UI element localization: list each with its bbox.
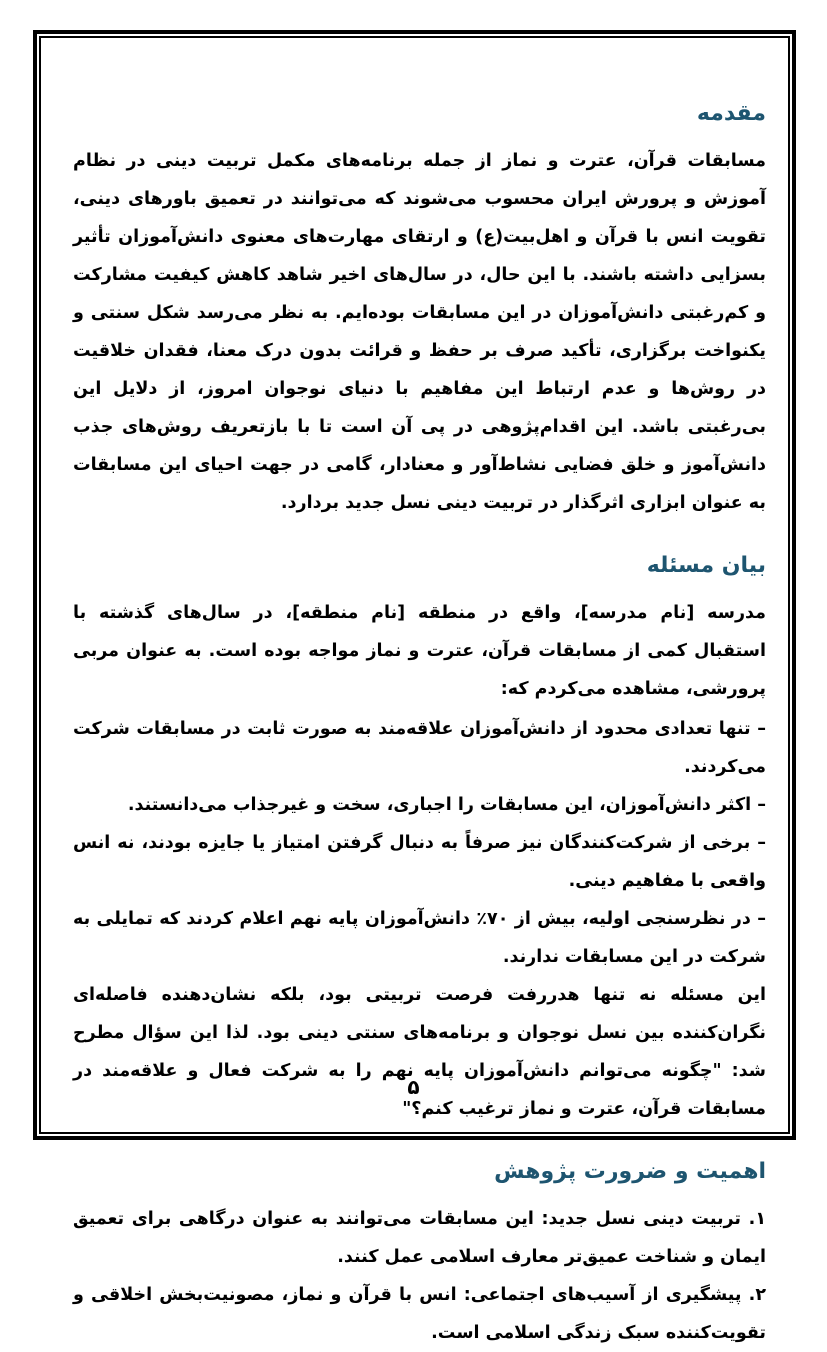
problem-conclusion-paragraph: این مسئله نه تنها هدررفت فرصت تربیتی بود، بلکه نشان‌دهنده فاصله‌ای نگران‌کننده بین نسل نوجوان و برنامه‌های سنتی دینی بود. لذا این سؤال مطرح شد: "چگونه می‌توانم دانش‌آموزان پایه نهم را به شرکت فعال و علاقه‌مند در مسابقات قرآن، عترت و نماز ترغیب کنم؟" — [73, 985, 766, 1119]
importance-numbered-item: ۲. پیشگیری از آسیب‌های اجتماعی: انس با قرآن و نماز، مصونیت‌بخش اخلاقی و تقویت‌کننده سبک زندگی اسلامی است. — [73, 1285, 766, 1343]
problem-intro-paragraph: مدرسه [نام مدرسه]، واقع در منطقه [نام منطقه]، در سال‌های گذشته با استقبال کمی از مسابقات قرآن، عترت و نماز مواجه بوده است. به عنوان مربی پرورشی، مشاهده می‌کردم که: — [73, 603, 766, 699]
page-content — [43, 40, 786, 1343]
problem-bullet-item: – اکثر دانش‌آموزان، این مسابقات را اجباری، سخت و غیرجذاب می‌دانستند. — [127, 795, 766, 815]
introduction-paragraph: مسابقات قرآن، عترت و نماز از جمله برنامه‌های مکمل تربیت دینی در نظام آموزش و پرورش ایران محسوب می‌شوند که می‌توانند در تعمیق باورهای دینی، تقویت انس با قرآن و اهل‌بیت(ع) و ارتقای مهارت‌های معنوی دانش‌آموزان تأثیر بسزایی داشته باشند. با این حال، در سال‌های اخیر شاهد کاهش کیفیت مشارکت و کم‌رغبتی دانش‌آموزان در این مسابقات بوده‌ایم. به نظر می‌رسد شکل سنتی و یکنواخت برگزاری، تأکید صرف بر حفظ و قرائت بدون درک معنا، فقدان خلاقیت در روش‌ها و عدم ارتباط این مفاهیم با دنیای نوجوان امروز، از دلایل این بی‌رغبتی باشد. این اقدام‌پژوهی در پی آن است تا با بازتعریف روش‌های جذب دانش‌آموز و خلق فضایی نشاط‌آور و معنادار، گامی در جهت احیای این مسابقات به عنوان ابزاری اثرگذار در تربیت دینی نسل جدید بردارد. — [73, 151, 766, 513]
importance-numbered-item: ۱. تربیت دینی نسل جدید: این مسابقات می‌توانند به عنوان درگاهی برای تعمیق ایمان و شناخت عمیق‌تر معارف اسلامی عمل کنند. — [73, 1209, 766, 1267]
section-heading-problem-statement: بیان مسئله — [646, 553, 766, 578]
problem-bullet-item: – در نظرسنجی اولیه، بیش از ۷۰٪ دانش‌آموزان پایه نهم اعلام کردند که تمایلی به شرکت در این مسابقات ندارند. — [73, 909, 766, 967]
section-heading-introduction: مقدمه — [696, 101, 766, 126]
section-heading-importance: اهمیت و ضرورت پژوهش — [494, 1159, 766, 1184]
problem-bullet-item: – تنها تعدادی محدود از دانش‌آموزان علاقه‌مند به صورت ثابت در مسابقات شرکت می‌کردند. — [73, 719, 766, 777]
page-number: ۵ — [407, 1075, 420, 1099]
problem-bullet-item: – برخی از شرکت‌کنندگان نیز صرفاً به دنبال گرفتن امتیاز یا جایزه بودند، نه انس واقعی با مفاهیم دینی. — [73, 833, 766, 891]
